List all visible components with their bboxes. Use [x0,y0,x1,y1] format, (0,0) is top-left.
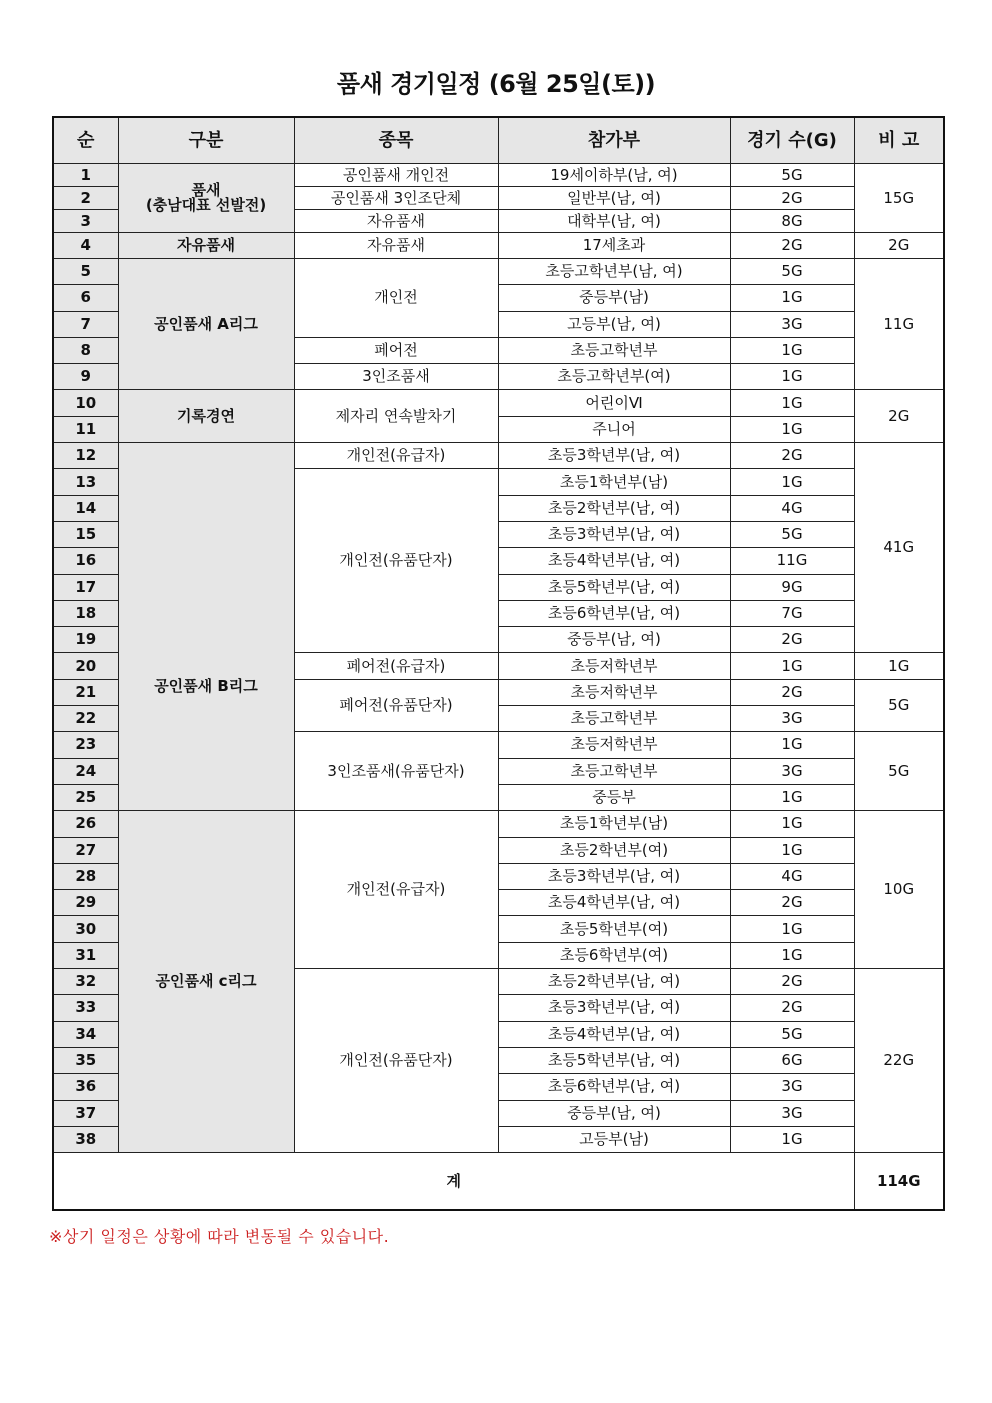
header-category: 구분 [118,117,294,164]
event-cell: 제자리 연속발차기 [294,390,498,443]
event-cell: 페어전(유품단자) [294,679,498,732]
row-number: 12 [53,443,118,469]
row-number: 2 [53,187,118,210]
division-cell: 초등1학년부(남) [498,469,730,495]
division-cell: 주니어 [498,416,730,442]
games-cell: 4G [730,863,854,889]
games-cell: 4G [730,495,854,521]
event-cell: 개인전(유급자) [294,443,498,469]
row-number: 8 [53,337,118,363]
header-row [53,117,944,164]
division-cell: 초등고학년부(여) [498,364,730,390]
row-number: 35 [53,1047,118,1073]
division-cell: 초등2학년부(남, 여) [498,495,730,521]
division-cell: 초등4학년부(남, 여) [498,548,730,574]
games-cell: 3G [730,706,854,732]
games-cell: 2G [730,679,854,705]
division-cell: 고등부(남) [498,1126,730,1152]
division-cell: 초등5학년부(남, 여) [498,1047,730,1073]
event-cell: 개인전 [294,259,498,338]
total-value: 114G [854,1153,944,1211]
row-number: 31 [53,942,118,968]
row-number: 6 [53,285,118,311]
games-cell: 1G [730,732,854,758]
header-division: 참가부 [498,117,730,164]
row-number: 37 [53,1100,118,1126]
games-cell: 2G [730,443,854,469]
games-cell: 1G [730,653,854,679]
games-cell: 5G [730,521,854,547]
division-cell: 초등2학년부(여) [498,837,730,863]
page-title: 품새 경기일정 (6월 25일(토)) [336,70,656,98]
games-cell: 1G [730,942,854,968]
row-number: 9 [53,364,118,390]
row-number: 38 [53,1126,118,1152]
schedule-table [52,116,945,1211]
division-cell: 초등6학년부(남, 여) [498,600,730,626]
row-number: 21 [53,679,118,705]
games-cell: 3G [730,1100,854,1126]
division-cell: 초등5학년부(여) [498,916,730,942]
division-cell: 초등저학년부 [498,679,730,705]
games-cell: 1G [730,364,854,390]
games-cell: 2G [730,969,854,995]
event-cell: 개인전(유품단자) [294,469,498,653]
division-cell: 초등4학년부(남, 여) [498,890,730,916]
games-cell: 1G [730,811,854,837]
row-number: 36 [53,1074,118,1100]
games-cell: 1G [730,837,854,863]
group-label: 자유품새 [118,233,294,259]
division-cell: 초등3학년부(남, 여) [498,521,730,547]
note-cell: 5G [854,732,944,811]
division-cell: 중등부(남) [498,285,730,311]
division-cell: 초등1학년부(남) [498,811,730,837]
note-cell: 10G [854,811,944,969]
games-cell: 5G [730,164,854,187]
row-number: 15 [53,521,118,547]
event-cell: 공인품새 3인조단체 [294,187,498,210]
note-cell: 41G [854,443,944,653]
games-cell: 2G [730,233,854,259]
event-cell: 페어전 [294,337,498,363]
table-row [53,390,944,416]
division-cell: 초등3학년부(남, 여) [498,863,730,889]
event-cell: 페어전(유급자) [294,653,498,679]
table-row [53,164,944,187]
division-cell: 초등6학년부(남, 여) [498,1074,730,1100]
division-cell: 초등5학년부(남, 여) [498,574,730,600]
games-cell: 3G [730,758,854,784]
group-subtitle: (충남대표 선발전) [145,196,267,214]
division-cell: 초등고학년부 [498,706,730,732]
row-number: 7 [53,311,118,337]
row-number: 27 [53,837,118,863]
event-cell: 자유품새 [294,233,498,259]
games-cell: 5G [730,1021,854,1047]
row-number: 20 [53,653,118,679]
games-cell: 8G [730,210,854,233]
games-cell: 3G [730,311,854,337]
games-cell: 1G [730,416,854,442]
division-cell: 초등고학년부 [498,758,730,784]
division-cell: 어린이Ⅵ [498,390,730,416]
note-cell: 22G [854,969,944,1153]
group-title: 품새 [191,181,221,199]
header-event: 종목 [294,117,498,164]
note-cell: 2G [854,233,944,259]
division-cell: 초등고학년부 [498,337,730,363]
total-label: 계 [53,1153,854,1211]
games-cell: 1G [730,285,854,311]
division-cell: 초등저학년부 [498,732,730,758]
row-number: 19 [53,627,118,653]
row-number: 16 [53,548,118,574]
total-row [53,1153,944,1211]
division-cell: 초등6학년부(여) [498,942,730,968]
row-number: 24 [53,758,118,784]
games-cell: 2G [730,995,854,1021]
division-cell: 중등부(남, 여) [498,1100,730,1126]
row-number: 3 [53,210,118,233]
event-cell: 3인조품새(유품단자) [294,732,498,811]
row-number: 34 [53,1021,118,1047]
games-cell: 1G [730,784,854,810]
row-number: 28 [53,863,118,889]
division-cell: 중등부(남, 여) [498,627,730,653]
division-cell: 고등부(남, 여) [498,311,730,337]
group-label: 공인품새 A리그 [118,259,294,390]
division-cell: 초등저학년부 [498,653,730,679]
division-cell: 대학부(남, 여) [498,210,730,233]
games-cell: 6G [730,1047,854,1073]
row-number: 32 [53,969,118,995]
games-cell: 1G [730,916,854,942]
row-number: 14 [53,495,118,521]
row-number: 33 [53,995,118,1021]
row-number: 11 [53,416,118,442]
note-cell: 1G [854,653,944,679]
group-label: 공인품새 B리그 [118,443,294,811]
games-cell: 11G [730,548,854,574]
division-cell: 초등2학년부(남, 여) [498,969,730,995]
event-cell: 개인전(유품단자) [294,969,498,1153]
header-no: 순 [53,117,118,164]
table-row [53,233,944,259]
row-number: 23 [53,732,118,758]
games-cell: 1G [730,390,854,416]
note-cell: 2G [854,390,944,443]
division-cell: 19세이하부(남, 여) [498,164,730,187]
event-cell: 3인조품새 [294,364,498,390]
row-number: 22 [53,706,118,732]
note-cell: 5G [854,679,944,732]
row-number: 13 [53,469,118,495]
division-cell: 중등부 [498,784,730,810]
games-cell: 3G [730,1074,854,1100]
note-cell: 11G [854,259,944,390]
row-number: 29 [53,890,118,916]
row-number: 30 [53,916,118,942]
games-cell: 2G [730,187,854,210]
division-cell: 초등3학년부(남, 여) [498,443,730,469]
row-number: 10 [53,390,118,416]
division-cell: 일반부(남, 여) [498,187,730,210]
row-number: 25 [53,784,118,810]
division-cell: 초등4학년부(남, 여) [498,1021,730,1047]
group-label [118,164,294,233]
event-cell: 공인품새 개인전 [294,164,498,187]
note-cell: 15G [854,164,944,233]
group-label: 기록경연 [118,390,294,443]
row-number: 5 [53,259,118,285]
event-cell: 자유품새 [294,210,498,233]
games-cell: 2G [730,890,854,916]
games-cell: 2G [730,627,854,653]
games-cell: 1G [730,469,854,495]
games-cell: 1G [730,1126,854,1152]
row-number: 18 [53,600,118,626]
division-cell: 17세초과 [498,233,730,259]
row-number: 4 [53,233,118,259]
games-cell: 9G [730,574,854,600]
header-games: 경기 수(G) [730,117,854,164]
games-cell: 5G [730,259,854,285]
footnote: ※상기 일정은 상황에 따라 변동될 수 있습니다. [49,1227,390,1246]
header-note: 비 고 [854,117,944,164]
table-row [53,443,944,469]
division-cell: 초등3학년부(남, 여) [498,995,730,1021]
row-number: 1 [53,164,118,187]
division-cell: 초등고학년부(남, 여) [498,259,730,285]
table-row [53,811,944,837]
group-label: 공인품새 c리그 [118,811,294,1153]
row-number: 17 [53,574,118,600]
games-cell: 7G [730,600,854,626]
row-number: 26 [53,811,118,837]
games-cell: 1G [730,337,854,363]
table-row [53,259,944,285]
event-cell: 개인전(유급자) [294,811,498,969]
